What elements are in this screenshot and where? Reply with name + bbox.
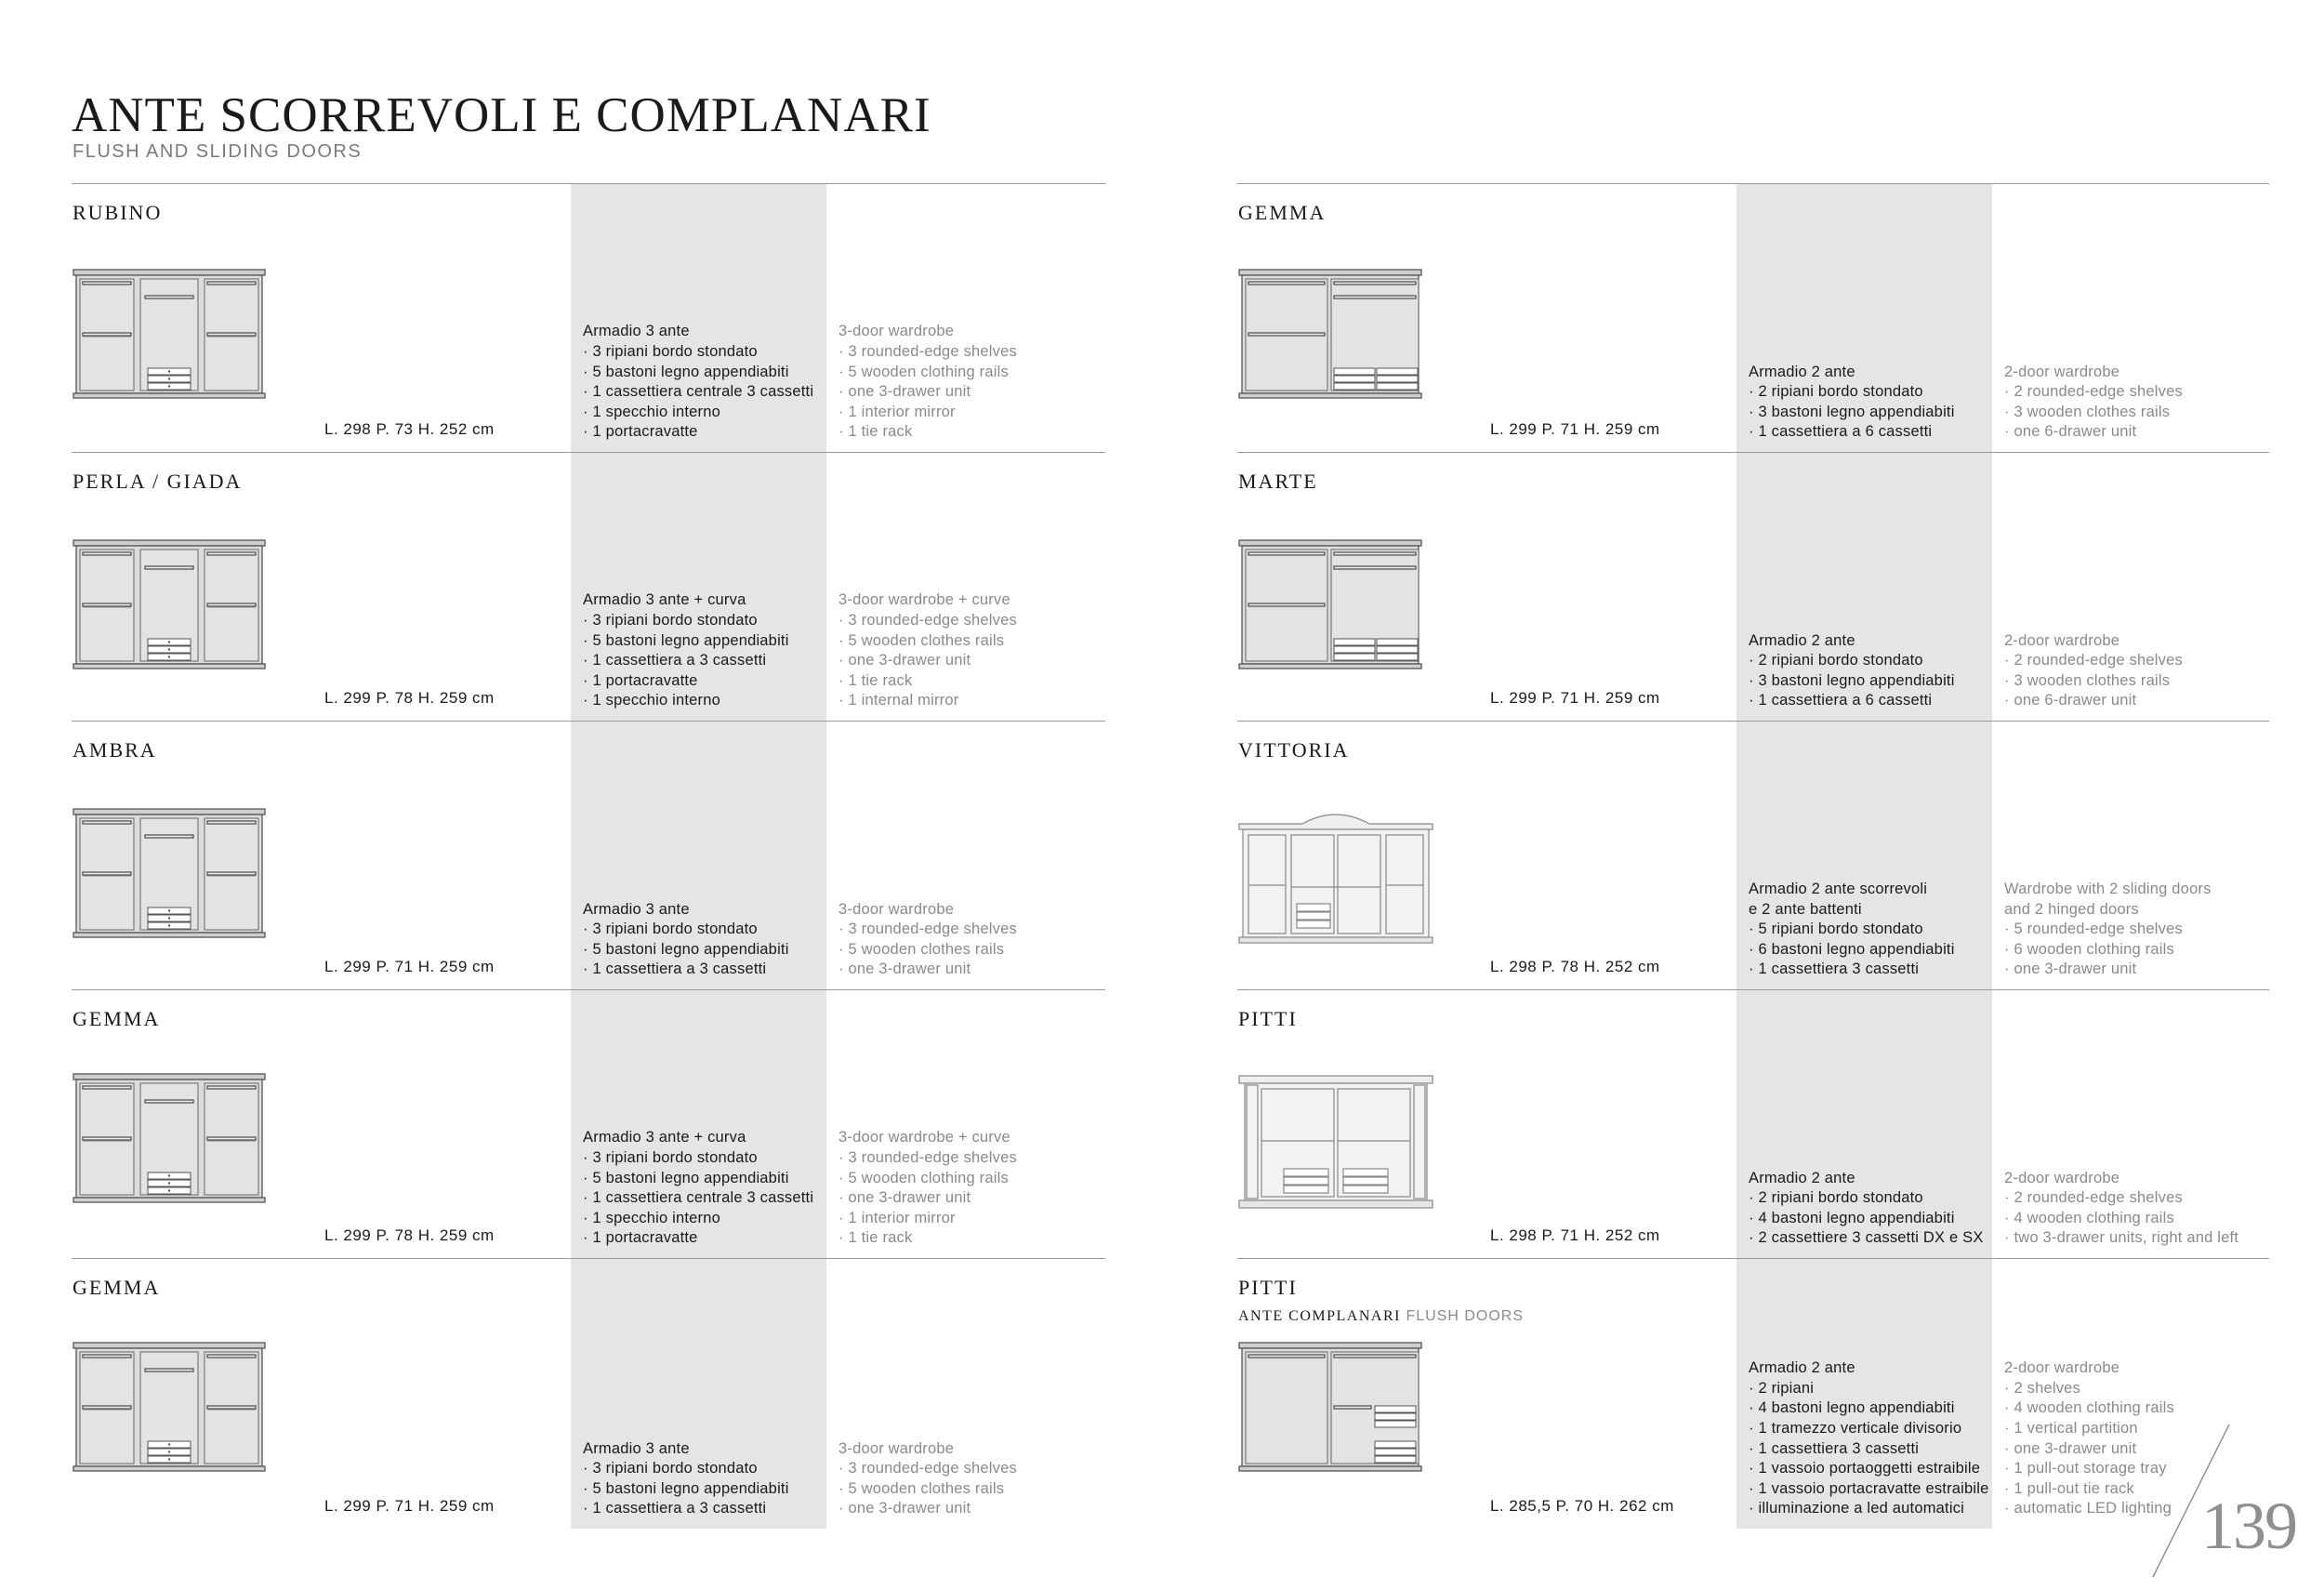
description-english — [2004, 1169, 2238, 1249]
description-english — [838, 590, 1017, 711]
spec-line-it: · 5 bastoni legno appendiabiti — [583, 940, 789, 958]
spec-line-en: · one 3-drawer unit — [2004, 1439, 2137, 1457]
product-dimensions: L. 299 P. 71 H. 259 cm — [1490, 689, 1660, 707]
product-dimensions: L. 299 P. 71 H. 259 cm — [1490, 420, 1660, 438]
spec-line-en: · 3 rounded-edge shelves — [838, 612, 1017, 629]
spec-line-it: Armadio 3 ante — [583, 1439, 690, 1457]
product-row — [72, 452, 1105, 721]
description-english — [838, 1439, 1017, 1519]
spec-line-en: · 6 wooden clothing rails — [2004, 940, 2174, 958]
spec-line-en: · 4 wooden clothing rails — [2004, 1399, 2174, 1417]
description-english — [838, 1128, 1017, 1249]
spec-line-it: · 6 bastoni legno appendiabiti — [1749, 940, 1955, 958]
product-row — [72, 1258, 1105, 1529]
description-english — [2004, 363, 2183, 443]
spec-line-it: · 1 cassettiera a 3 cassetti — [583, 652, 767, 669]
spec-line-it: · 1 vassoio portaoggetti estraibile — [1749, 1460, 1981, 1477]
spec-line-en: · 1 pull-out storage tray — [2004, 1460, 2167, 1477]
subtitle-it: ANTE COMPLANARI — [1238, 1308, 1401, 1324]
spec-line-en: · 3 wooden clothes rails — [2004, 403, 2171, 420]
spec-line-en: 2-door wardrobe — [2004, 1359, 2120, 1377]
spec-line-en: · 5 wooden clothing rails — [838, 363, 1009, 380]
wardrobe-drawing — [72, 1341, 267, 1473]
spec-line-it: Armadio 2 ante — [1749, 1359, 1855, 1377]
spec-line-it: Armadio 2 ante scorrevoli — [1749, 881, 1928, 898]
spec-line-en: · 1 vertical partition — [2004, 1420, 2138, 1438]
spec-line-it: · 1 cassettiera a 3 cassetti — [583, 961, 767, 978]
page-subtitle: FLUSH AND SLIDING DOORS — [73, 141, 363, 162]
spec-line-en: · 1 interior mirror — [838, 403, 956, 420]
wardrobe-drawing — [72, 807, 267, 939]
product-dimensions: L. 298 P. 71 H. 252 cm — [1490, 1226, 1660, 1244]
spec-line-it: · 1 cassettiera a 3 cassetti — [583, 1500, 767, 1517]
spec-line-it: · 3 ripiani bordo stondato — [583, 1460, 758, 1477]
product-name: GEMMA — [73, 1276, 161, 1299]
spec-line-en: · 1 tie rack — [838, 671, 913, 689]
spec-line-it: · 1 tramezzo verticale divisorio — [1749, 1420, 1962, 1438]
spec-line-en: · one 3-drawer unit — [838, 383, 971, 401]
spec-line-en: · 1 tie rack — [838, 1229, 913, 1247]
product-row — [72, 721, 1105, 989]
spec-line-it: · 3 ripiani bordo stondato — [583, 921, 758, 938]
spec-line-en: 2-door wardrobe — [2004, 631, 2120, 649]
spec-line-it: · 1 cassettiera a 6 cassetti — [1749, 692, 1933, 709]
spec-line-it: Armadio 2 ante — [1749, 631, 1855, 649]
page-number: 139 — [2201, 1489, 2296, 1563]
product-name: GEMMA — [73, 1007, 161, 1030]
product-dimensions: L. 285,5 P. 70 H. 262 cm — [1490, 1497, 1674, 1515]
spec-line-it: · 1 cassettiera a 6 cassetti — [1749, 423, 1933, 441]
spec-line-en: · 1 internal mirror — [838, 692, 959, 709]
description-english — [2004, 631, 2183, 711]
description-english — [838, 900, 1017, 980]
wardrobe-drawing — [72, 268, 267, 400]
spec-line-en: · one 3-drawer unit — [838, 1500, 971, 1517]
wardrobe-drawing — [1237, 268, 1433, 400]
spec-line-en: · 3 rounded-edge shelves — [838, 921, 1017, 938]
product-name: VITTORIA — [1238, 738, 1350, 762]
spec-line-en: · one 3-drawer unit — [2004, 961, 2137, 978]
product-dimensions: L. 298 P. 78 H. 252 cm — [1490, 958, 1660, 975]
page-title: ANTE SCORREVOLI E COMPLANARI — [72, 88, 931, 142]
spec-line-en: 3-door wardrobe + curve — [838, 1129, 1010, 1146]
description-italian — [1749, 1358, 1989, 1519]
spec-line-it: Armadio 3 ante — [583, 900, 690, 918]
product-dimensions: L. 299 P. 78 H. 259 cm — [324, 1226, 495, 1244]
spec-line-en: · 5 wooden clothes rails — [838, 1479, 1005, 1497]
product-row — [1237, 721, 2269, 989]
spec-line-en: · 3 rounded-edge shelves — [838, 1460, 1017, 1477]
spec-line-it: · 2 cassettiere 3 cassetti DX e SX — [1749, 1229, 1984, 1247]
spec-line-it: · 5 ripiani bordo stondato — [1749, 921, 1923, 938]
spec-line-en: · one 6-drawer unit — [2004, 692, 2137, 709]
spec-line-en: 3-door wardrobe — [838, 323, 955, 340]
product-subtitle — [1238, 1308, 1524, 1325]
subtitle-en: FLUSH DOORS — [1406, 1308, 1525, 1324]
product-dimensions: L. 298 P. 73 H. 252 cm — [324, 420, 495, 438]
description-italian — [1749, 631, 1955, 711]
spec-line-it: · 3 bastoni legno appendiabiti — [1749, 403, 1955, 420]
spec-line-en: · 5 rounded-edge shelves — [2004, 921, 2183, 938]
spec-line-it: · 1 vassoio portacravatte estraibile — [1749, 1479, 1989, 1497]
product-name: PITTI — [1238, 1276, 1298, 1299]
spec-line-it: · 1 specchio interno — [583, 403, 720, 420]
description-italian — [583, 1439, 789, 1519]
spec-line-en: · 5 wooden clothing rails — [838, 1169, 1009, 1186]
description-italian — [583, 322, 813, 443]
spec-line-it: · 4 bastoni legno appendiabiti — [1749, 1209, 1955, 1226]
spec-line-en: · 2 shelves — [2004, 1379, 2080, 1397]
spec-line-en: · 3 wooden clothes rails — [2004, 671, 2171, 689]
product-row — [1237, 183, 2269, 452]
spec-line-en: · two 3-drawer units, right and left — [2004, 1229, 2239, 1247]
spec-line-en: 3-door wardrobe — [838, 900, 955, 918]
spec-line-it: · 1 specchio interno — [583, 1209, 720, 1226]
spec-line-en: · 3 rounded-edge shelves — [838, 343, 1017, 361]
description-italian — [583, 1128, 813, 1249]
product-dimensions: L. 299 P. 71 H. 259 cm — [324, 958, 495, 975]
spec-line-en: · 5 wooden clothes rails — [838, 940, 1005, 958]
spec-line-it: e 2 ante battenti — [1749, 900, 1862, 918]
spec-line-it: · 5 bastoni legno appendiabiti — [583, 631, 789, 649]
wardrobe-drawing — [1237, 807, 1433, 939]
spec-line-en: 2-door wardrobe — [2004, 363, 2120, 380]
product-name: PERLA / GIADA — [73, 470, 243, 493]
spec-line-it: · 2 ripiani bordo stondato — [1749, 652, 1923, 669]
spec-line-en: · 1 tie rack — [838, 423, 913, 441]
wardrobe-drawing — [72, 538, 267, 670]
spec-line-en: 2-door wardrobe — [2004, 1169, 2120, 1186]
spec-line-it: · 1 cassettiera centrale 3 cassetti — [583, 1189, 814, 1207]
wardrobe-drawing — [72, 1072, 267, 1204]
spec-line-it: · 5 bastoni legno appendiabiti — [583, 363, 789, 380]
product-name: PITTI — [1238, 1007, 1298, 1030]
spec-line-it: · 1 cassettiera 3 cassetti — [1749, 961, 1920, 978]
spec-line-it: · 2 ripiani bordo stondato — [1749, 1189, 1923, 1207]
spec-line-en: · 2 rounded-edge shelves — [2004, 1189, 2183, 1207]
spec-line-en: · 1 interior mirror — [838, 1209, 956, 1226]
spec-line-en: · 3 rounded-edge shelves — [838, 1149, 1017, 1167]
spec-line-en: · one 3-drawer unit — [838, 652, 971, 669]
spec-line-en: · one 3-drawer unit — [838, 1189, 971, 1207]
spec-line-it: Armadio 3 ante + curva — [583, 591, 746, 609]
spec-line-it: · 2 ripiani — [1749, 1379, 1815, 1397]
description-italian — [1749, 363, 1955, 443]
spec-line-it: · 5 bastoni legno appendiabiti — [583, 1479, 789, 1497]
spec-line-it: · 1 portacravatte — [583, 1229, 698, 1247]
spec-line-en: · automatic LED lighting — [2004, 1500, 2172, 1517]
spec-line-it: · 2 ripiani bordo stondato — [1749, 383, 1923, 401]
left-column — [72, 183, 1105, 1529]
description-english — [838, 322, 1017, 443]
spec-line-it: Armadio 2 ante — [1749, 363, 1855, 380]
spec-line-it: Armadio 2 ante — [1749, 1169, 1855, 1186]
product-dimensions: L. 299 P. 78 H. 259 cm — [324, 689, 495, 707]
wardrobe-drawing — [1237, 1072, 1433, 1204]
spec-line-it: · 5 bastoni legno appendiabiti — [583, 1169, 789, 1186]
spec-line-en: · one 3-drawer unit — [838, 961, 971, 978]
description-italian — [583, 900, 789, 980]
spec-line-en: 3-door wardrobe + curve — [838, 591, 1010, 609]
spec-line-en: 3-door wardrobe — [838, 1439, 955, 1457]
product-row — [72, 989, 1105, 1258]
spec-line-it: · 4 bastoni legno appendiabiti — [1749, 1399, 1955, 1417]
description-italian — [1749, 880, 1955, 980]
wardrobe-drawing — [1237, 538, 1433, 670]
product-row — [1237, 452, 2269, 721]
spec-line-it: · 3 bastoni legno appendiabiti — [1749, 671, 1955, 689]
spec-line-it: · 3 ripiani bordo stondato — [583, 612, 758, 629]
spec-line-it: · 1 portacravatte — [583, 423, 698, 441]
product-row — [72, 183, 1105, 452]
spec-line-it: · 1 specchio interno — [583, 692, 720, 709]
product-name: MARTE — [1238, 470, 1318, 493]
spec-line-it: Armadio 3 ante + curva — [583, 1129, 746, 1146]
spec-line-en: Wardrobe with 2 sliding doors — [2004, 881, 2212, 898]
spec-line-en: · 2 rounded-edge shelves — [2004, 383, 2183, 401]
wardrobe-drawing — [1237, 1341, 1433, 1473]
right-column — [1237, 183, 2269, 1529]
product-row — [1237, 1258, 2269, 1529]
spec-line-en: and 2 hinged doors — [2004, 900, 2139, 918]
spec-line-en: · 1 pull-out tie rack — [2004, 1479, 2134, 1497]
spec-line-it: · 3 ripiani bordo stondato — [583, 343, 758, 361]
spec-line-en: · one 6-drawer unit — [2004, 423, 2137, 441]
product-name: RUBINO — [73, 201, 163, 224]
spec-line-it: · 1 cassettiera centrale 3 cassetti — [583, 383, 814, 401]
description-italian — [1749, 1169, 1984, 1249]
product-name: GEMMA — [1238, 201, 1327, 224]
description-english — [2004, 880, 2212, 980]
description-italian — [583, 590, 789, 711]
product-dimensions: L. 299 P. 71 H. 259 cm — [324, 1497, 495, 1515]
spec-line-en: · 5 wooden clothes rails — [838, 631, 1005, 649]
spec-line-en: · 4 wooden clothing rails — [2004, 1209, 2174, 1226]
spec-line-it: · illuminazione a led automatici — [1749, 1500, 1965, 1517]
spec-line-it: · 1 portacravatte — [583, 671, 698, 689]
spec-line-it: · 3 ripiani bordo stondato — [583, 1149, 758, 1167]
spec-line-it: · 1 cassettiera 3 cassetti — [1749, 1439, 1920, 1457]
spec-line-it: Armadio 3 ante — [583, 323, 690, 340]
product-name: AMBRA — [73, 738, 157, 762]
product-row — [1237, 989, 2269, 1258]
spec-line-en: · 2 rounded-edge shelves — [2004, 652, 2183, 669]
